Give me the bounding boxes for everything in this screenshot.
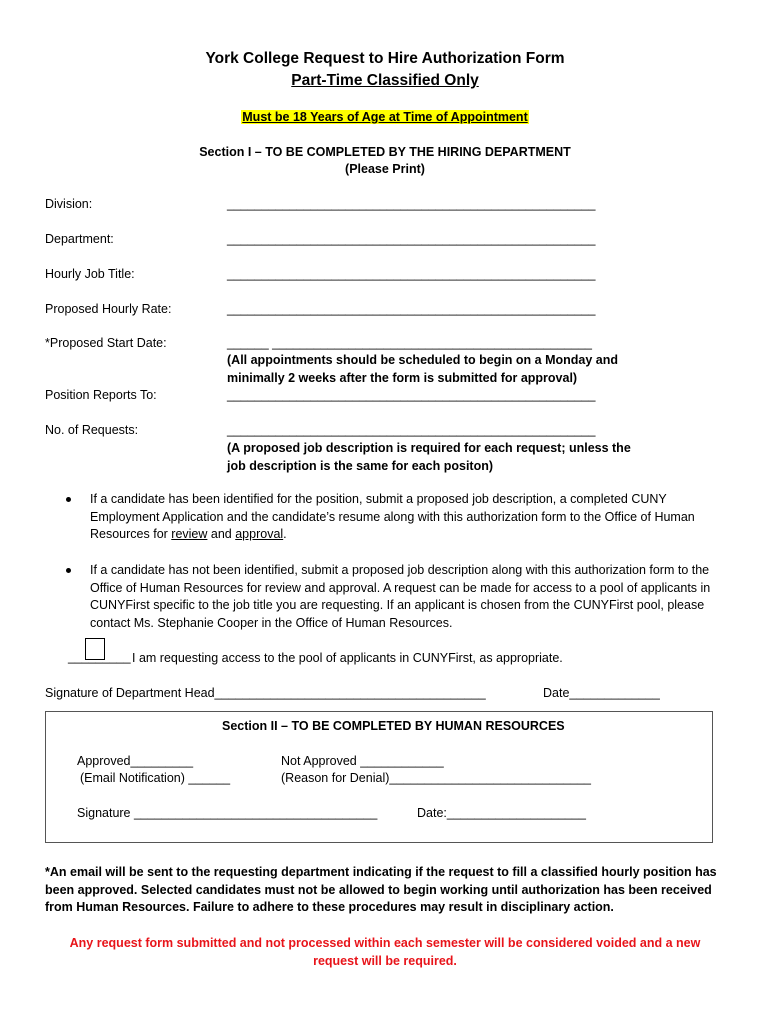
hourly-rate-label: Proposed Hourly Rate: (45, 302, 172, 316)
job-title-field[interactable]: _____________________________________________________ (227, 267, 596, 281)
department-label: Department: (45, 232, 114, 246)
start-date-field[interactable]: ______ ______________________________________________ (227, 336, 592, 350)
bullet1-and: and (207, 527, 236, 541)
hr-date-field[interactable]: Date:____________________ (417, 806, 586, 820)
bullet1-end: . (283, 527, 287, 541)
age-notice (0, 110, 770, 124)
requests-note: (A proposed job description is required for each request; unless the job description is the same for each positon) (227, 441, 631, 473)
department-head-date[interactable]: Date_____________ (543, 686, 660, 700)
division-label: Division: (45, 197, 93, 211)
reason-for-denial-field[interactable]: (Reason for Denial)_____________________________ (281, 771, 591, 785)
bullet1-approval: approval (235, 527, 284, 541)
requests-label: No. of Requests: (45, 423, 139, 437)
pool-request-checkbox[interactable] (85, 638, 105, 660)
void-warning: Any request form submitted and not processed within each semester will be considered voided and a new request will be required. (69, 936, 701, 968)
hr-signature-field[interactable]: Signature ___________________________________ (77, 806, 378, 820)
start-date-note: (All appointments should be scheduled to begin on a Monday and minimally 2 weeks after the form is submitted for approval) (227, 353, 618, 385)
bullet-icon (66, 568, 71, 573)
form-title: York College Request to Hire Authorization Form (205, 50, 565, 67)
bullet1-review: review (171, 527, 208, 541)
email-note: *An email will be sent to the requesting department indicating if the request to fill a classified hourly position has been approved. Selected candidates must not be allowed to begin working until authorization has been received from Human Resources. Failure to adhere to these procedures may result in disciplinary action. (45, 865, 717, 914)
bullet-no-candidate: If a candidate has not been identified, submit a proposed job description along with this authorization form to the Office of Human Resources for review and approval. A request can be made for access to a pool of applicants in CUNYFirst specific to the job title you are requesting. If an applicant is chosen from the CUNYFirst pool, please contact Ms. Stephanie Cooper in the Office of Human Resources. (90, 563, 711, 630)
email-notification-field[interactable]: (Email Notification) ______ (80, 771, 231, 785)
department-field[interactable]: _____________________________________________________ (227, 232, 596, 246)
division-field[interactable]: _____________________________________________________ (227, 197, 596, 211)
section2-heading: Section II – TO BE COMPLETED BY HUMAN RESOURCES (222, 719, 565, 733)
bullet-icon (66, 497, 71, 502)
approved-field[interactable]: Approved_________ (77, 754, 194, 768)
age-notice-text: Must be 18 Years of Age at Time of Appointment (242, 110, 528, 124)
bullet-identified-candidate (90, 491, 725, 544)
pool-request-text: I am requesting access to the pool of applicants in CUNYFirst, as appropriate. (132, 651, 563, 665)
form-subtitle: Part-Time Classified Only (291, 72, 479, 89)
department-head-signature[interactable]: Signature of Department Head_______________________________________ (45, 686, 486, 700)
pool-request-blank: _________ (68, 650, 131, 664)
reports-to-field[interactable]: _____________________________________________________ (227, 388, 596, 402)
hourly-rate-field[interactable]: _____________________________________________________ (227, 302, 596, 316)
section1-heading: Section I – TO BE COMPLETED BY THE HIRING DEPARTMENT (199, 145, 571, 159)
start-date-label: *Proposed Start Date: (45, 336, 167, 350)
reports-to-label: Position Reports To: (45, 388, 157, 402)
not-approved-field[interactable]: Not Approved ____________ (281, 754, 444, 768)
requests-field[interactable]: _____________________________________________________ (227, 423, 596, 437)
job-title-label: Hourly Job Title: (45, 267, 135, 281)
section1-subheading: (Please Print) (345, 162, 425, 176)
bullet1-text: If a candidate has been identified for the position, submit a proposed job description, a completed CUNY Employment Application and the candidate’s resume along with this authorization form to the Office of Human Resources for (90, 492, 695, 541)
